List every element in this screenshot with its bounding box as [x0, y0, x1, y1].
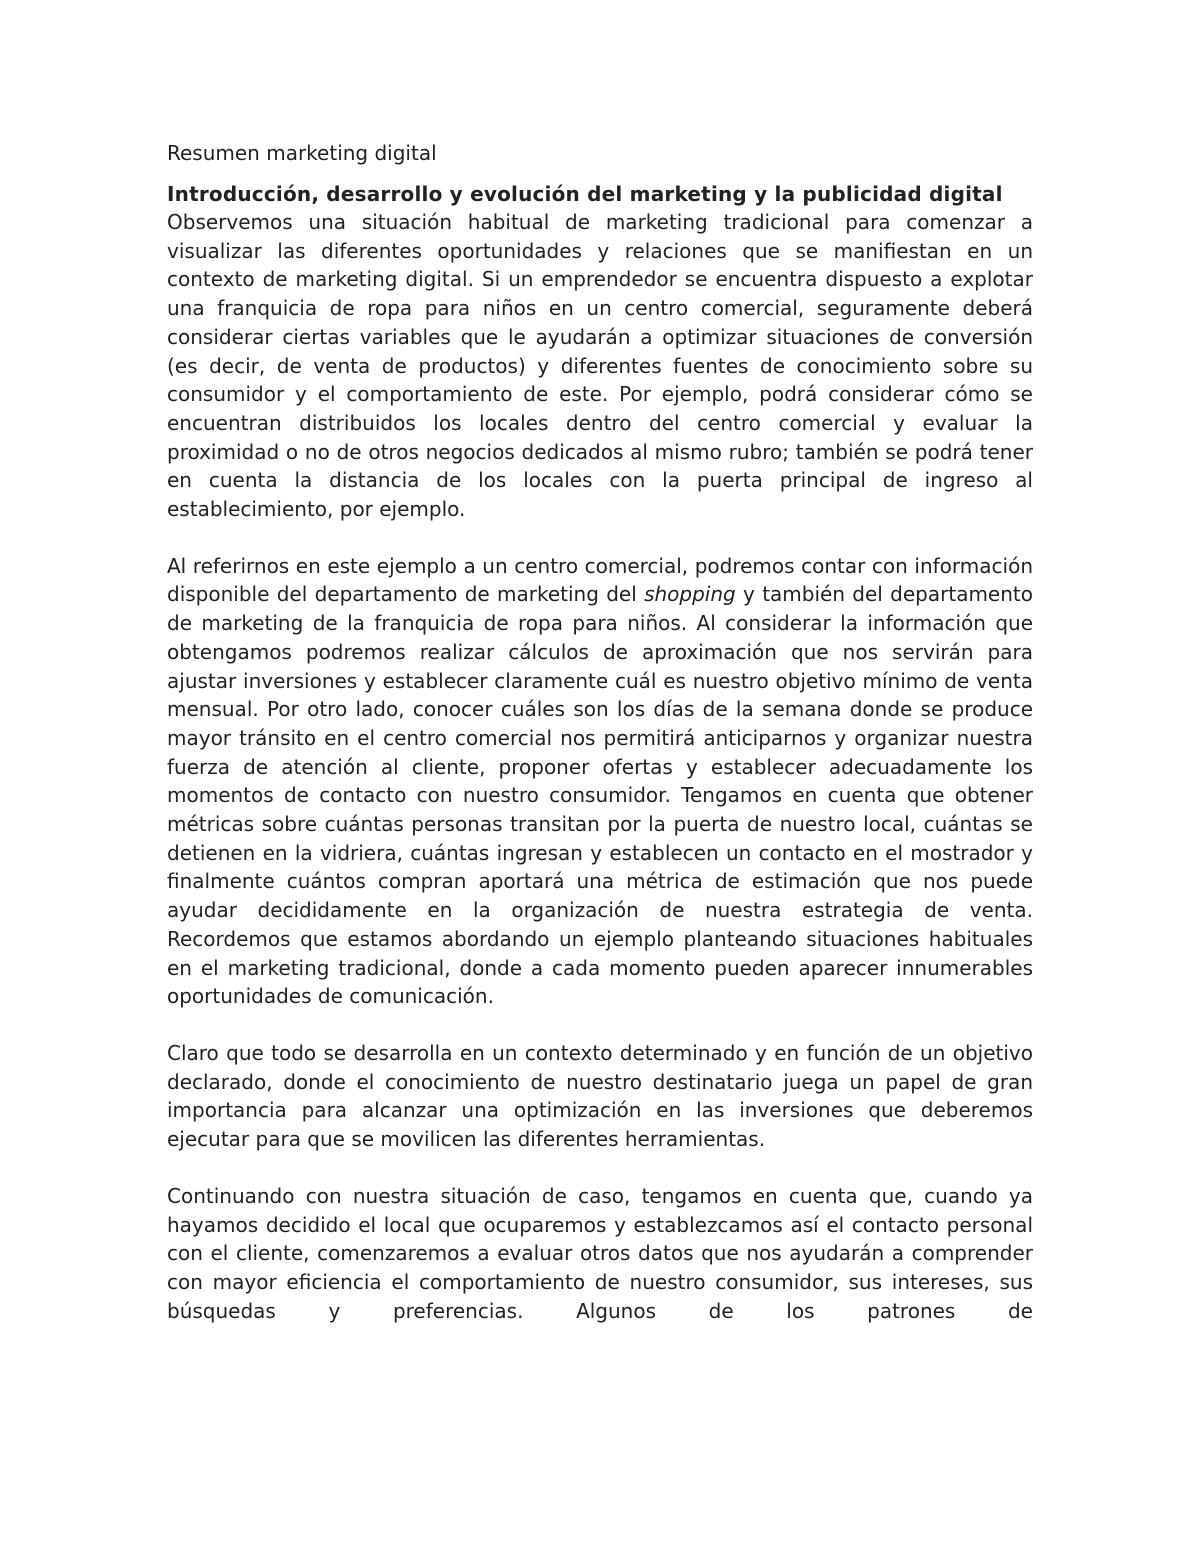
paragraph-2	[167, 552, 1033, 1011]
paragraph-2-italic-term: shopping	[644, 582, 736, 607]
paragraph-2-text-b: y también del departamento de marketing de la franquicia de ropa para niños. Al considerar la información que obtengamos podremos realizar cálculos de aproximación que nos servirán para ajustar inversiones y establecer claramente cuál es nuestro objetivo mínimo de venta mensual. Por otro lado, conocer cuáles son los días de la semana donde se produce mayor tránsito en el centro comercial nos permitirá anticiparnos y organizar nuestra fuerza de atención al cliente, proponer ofertas y establecer adecuadamente los momentos de contacto con nuestro consumidor. Tengamos en cuenta que obtener métricas sobre cuántas personas transitan por la puerta de nuestro local, cuántas se detienen en la vidriera, cuántas ingresan y establecen un contacto en el mostrador y finalmente cuántos compran aportará una métrica de estimación que nos puede ayudar decididamente en la organización de nuestra estrategia de venta. Recordemos que estamos abordando un ejemplo planteando situaciones habituales en el marketing tradicional, donde a cada momento pueden aparecer innumerables oportunidades de comunicación.	[167, 582, 1033, 1009]
paragraph-3: Claro que todo se desarrolla en un contexto determinado y en función de un objetivo declarado, donde el conocimiento de nuestro destinatario juega un papel de gran importancia para alcanzar una optimización en las inversiones que deberemos ejecutar para que se movilicen las diferentes herramientas.	[167, 1040, 1033, 1152]
document-title: Resumen marketing digital	[167, 141, 437, 165]
document-page	[167, 138, 1033, 1353]
paragraph-1: Observemos una situación habitual de marketing tradicional para comenzar a visualizar las diferentes oportunidades y relaciones que se manifiestan en un contexto de marketing digital. Si un emprendedor se encuentra dispuesto a explotar una franquicia de ropa para niños en un centro comercial, seguramente deberá considerar ciertas variables que le ayudarán a optimizar situaciones de conversión (es decir, de venta de productos) y diferentes fuentes de conocimiento sobre su consumidor y el comportamiento de este. Por ejemplo, podrá considerar cómo se encuentran distribuidos los locales dentro del centro comercial y evaluar la proximidad o no de otros negocios dedicados al mismo rubro; también se podrá tener en cuenta la distancia de los locales con la puerta principal de ingreso al establecimiento, por ejemplo.	[167, 210, 1033, 522]
paragraph-4: Continuando con nuestra situación de caso, tengamos en cuenta que, cuando ya hayamos decidido el local que ocuparemos y establezcamos así el contacto personal con el cliente, comenzaremos a evaluar otros datos que nos ayudarán a comprender con mayor eficiencia el comportamiento de nuestro consumidor, sus intereses, sus búsquedas y preferencias. Algunos de los patrones de	[167, 1183, 1033, 1323]
section-heading: Introducción, desarrollo y evolución del marketing y la publicidad digital	[167, 182, 1003, 206]
paragraph-2-text-a: Al referirnos en este ejemplo a un centro comercial, podremos contar con información disponible del departamento de marketing del	[167, 553, 1033, 607]
